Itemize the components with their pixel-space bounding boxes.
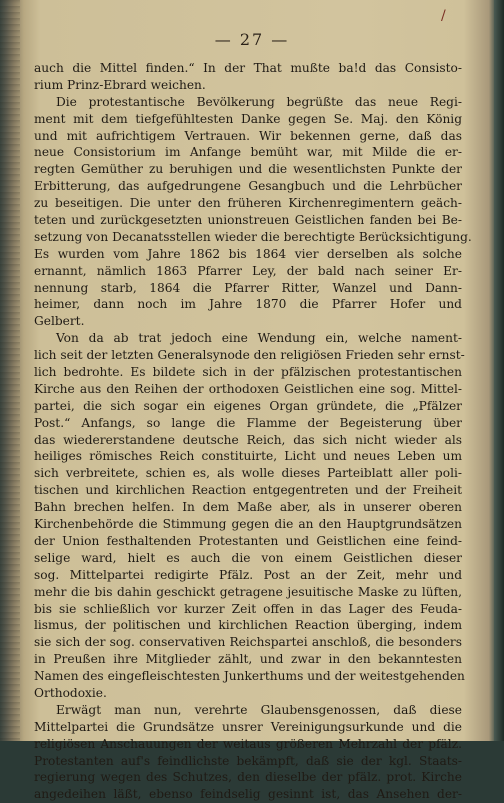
body-text	[34, 60, 472, 803]
text-line: Kirchenbehörde die Stimmung gegen die an den Hauptgrundsätzen	[34, 517, 462, 532]
text-line: tischen und kirchlichen Reaction entgegentreten und der Freiheit	[34, 483, 462, 498]
text-line: Mittelpartei die Grundsätze unsrer Vereinigungsurkunde und die	[34, 719, 462, 734]
text-line: Von da ab trat jedoch eine Wendung ein, welche nament-	[56, 331, 462, 346]
text-line: partei, die sich sogar ein eigenes Organ gründete, die „Pfälzer	[34, 398, 462, 413]
text-line: der Union festhaltenden Protestanten und Geistlichen eine feind-	[34, 533, 462, 548]
text-line: setzung von Decanatsstellen wieder die berechtigte Berücksichtigung.	[34, 229, 472, 244]
text-line: Namen des eingefleischtesten Junkerthums und der weitestgehenden	[34, 669, 465, 684]
text-line: Es wurden vom Jahre 1862 bis 1864 vier derselben als solche	[34, 246, 462, 261]
text-line: sie sich der sog. conservativen Reichspartei anschloß, die besonders	[34, 635, 462, 650]
text-line: ment mit dem tiefgefühltesten Danke gegen Se. Maj. den König	[34, 111, 462, 126]
text-line: lich seit der letzten Generalsynode den religiösen Frieden sehr ernst-	[34, 348, 465, 363]
text-line: mehr die bis dahin geschickt getragene jesuitische Maske zu lüften,	[34, 584, 462, 599]
text-line: Gelbert.	[34, 314, 85, 329]
text-line: heimer, dann noch im Jahre 1870 die Pfarrer Hofer und	[34, 297, 462, 312]
text-line: regierung wegen des Schutzes, den dieselbe der pfälz. prot. Kirche	[34, 770, 462, 785]
book-binding	[494, 0, 504, 741]
text-line: Bahn brechen helfen. In dem Maße aber, als in unserer oberen	[34, 500, 462, 515]
text-line: ernannt, nämlich 1863 Pfarrer Ley, der bald nach seiner Er-	[34, 263, 462, 278]
text-line: Orthodoxie.	[34, 685, 107, 700]
text-line: Die protestantische Bevölkerung begrüßte das neue Regi-	[56, 94, 462, 109]
text-line: teten und zurückgesetzten unionstreuen Geistlichen fanden bei Be-	[34, 213, 462, 228]
text-line: Kirche aus den Reihen der orthodoxen Geistlichen eine sog. Mittel-	[34, 381, 462, 396]
text-line: angedeihen läßt, ebenso feindselig gesinnt ist, das Ansehen der-	[34, 787, 462, 802]
text-line: religiösen Anschauungen der weitaus größeren Mehrzahl der pfälz.	[34, 736, 462, 751]
corner-mark: /	[441, 8, 446, 24]
text-line: Protestanten auf's feindlichste bekämpft, daß sie der kgl. Staats-	[34, 753, 462, 768]
text-line: selige ward, hielt es auch die von einem Geistlichen dieser	[34, 550, 462, 565]
text-line: Erwägt man nun, verehrte Glaubensgenossen, daß diese	[56, 702, 462, 717]
text-line: regten Gemüther zu beruhigen und die wesentlichsten Punkte der	[34, 162, 462, 177]
text-line: sog. Mittelpartei redigirte Pfälz. Post an der Zeit, mehr und	[34, 567, 462, 582]
text-line: bis sie schließlich vor kurzer Zeit offen in das Lager des Feuda-	[34, 601, 462, 616]
text-line: rium Prinz-Ebrard weichen.	[34, 77, 206, 92]
text-line: in Preußen ihre Mitglieder zählt, und zwar in den bekanntesten	[34, 652, 462, 667]
page-number: — 27 —	[214, 30, 290, 49]
text-line: heiliges römisches Reich constituirte, Licht und neues Leben um	[34, 449, 462, 464]
text-line: Erbitterung, das aufgedrungene Gesangbuch und die Lehrbücher	[34, 179, 462, 194]
adjacent-page-edge	[0, 0, 20, 741]
text-line: das wiedererstandene deutsche Reich, das sich nicht wieder als	[34, 432, 462, 447]
text-line: und mit aufrichtigem Vertrauen. Wir bekennen gerne, daß das	[34, 128, 462, 143]
text-line: auch die Mittel finden.“ In der That mußte ba!d das Consisto-	[34, 61, 462, 75]
text-line: lismus, der politischen und kirchlichen Reaction überging, indem	[34, 618, 462, 633]
text-line: Post.“ Anfangs, so lange die Flamme der Begeisterung über	[34, 415, 462, 430]
text-line: neue Consistorium im Anfange bemüht war, mit Milde die er-	[34, 145, 462, 160]
text-line: nennung starb, 1864 die Pfarrer Ritter, Wanzel und Dann-	[34, 280, 462, 295]
text-line: sich verbreitete, schien es, als wolle dieses Parteiblatt aller poli-	[34, 466, 462, 481]
text-line: lich bedrohte. Es bildete sich in der pfälzischen protestantischen	[34, 365, 462, 380]
text-line: zu beseitigen. Die unter den früheren Kirchenregimentern geäch-	[34, 196, 462, 211]
